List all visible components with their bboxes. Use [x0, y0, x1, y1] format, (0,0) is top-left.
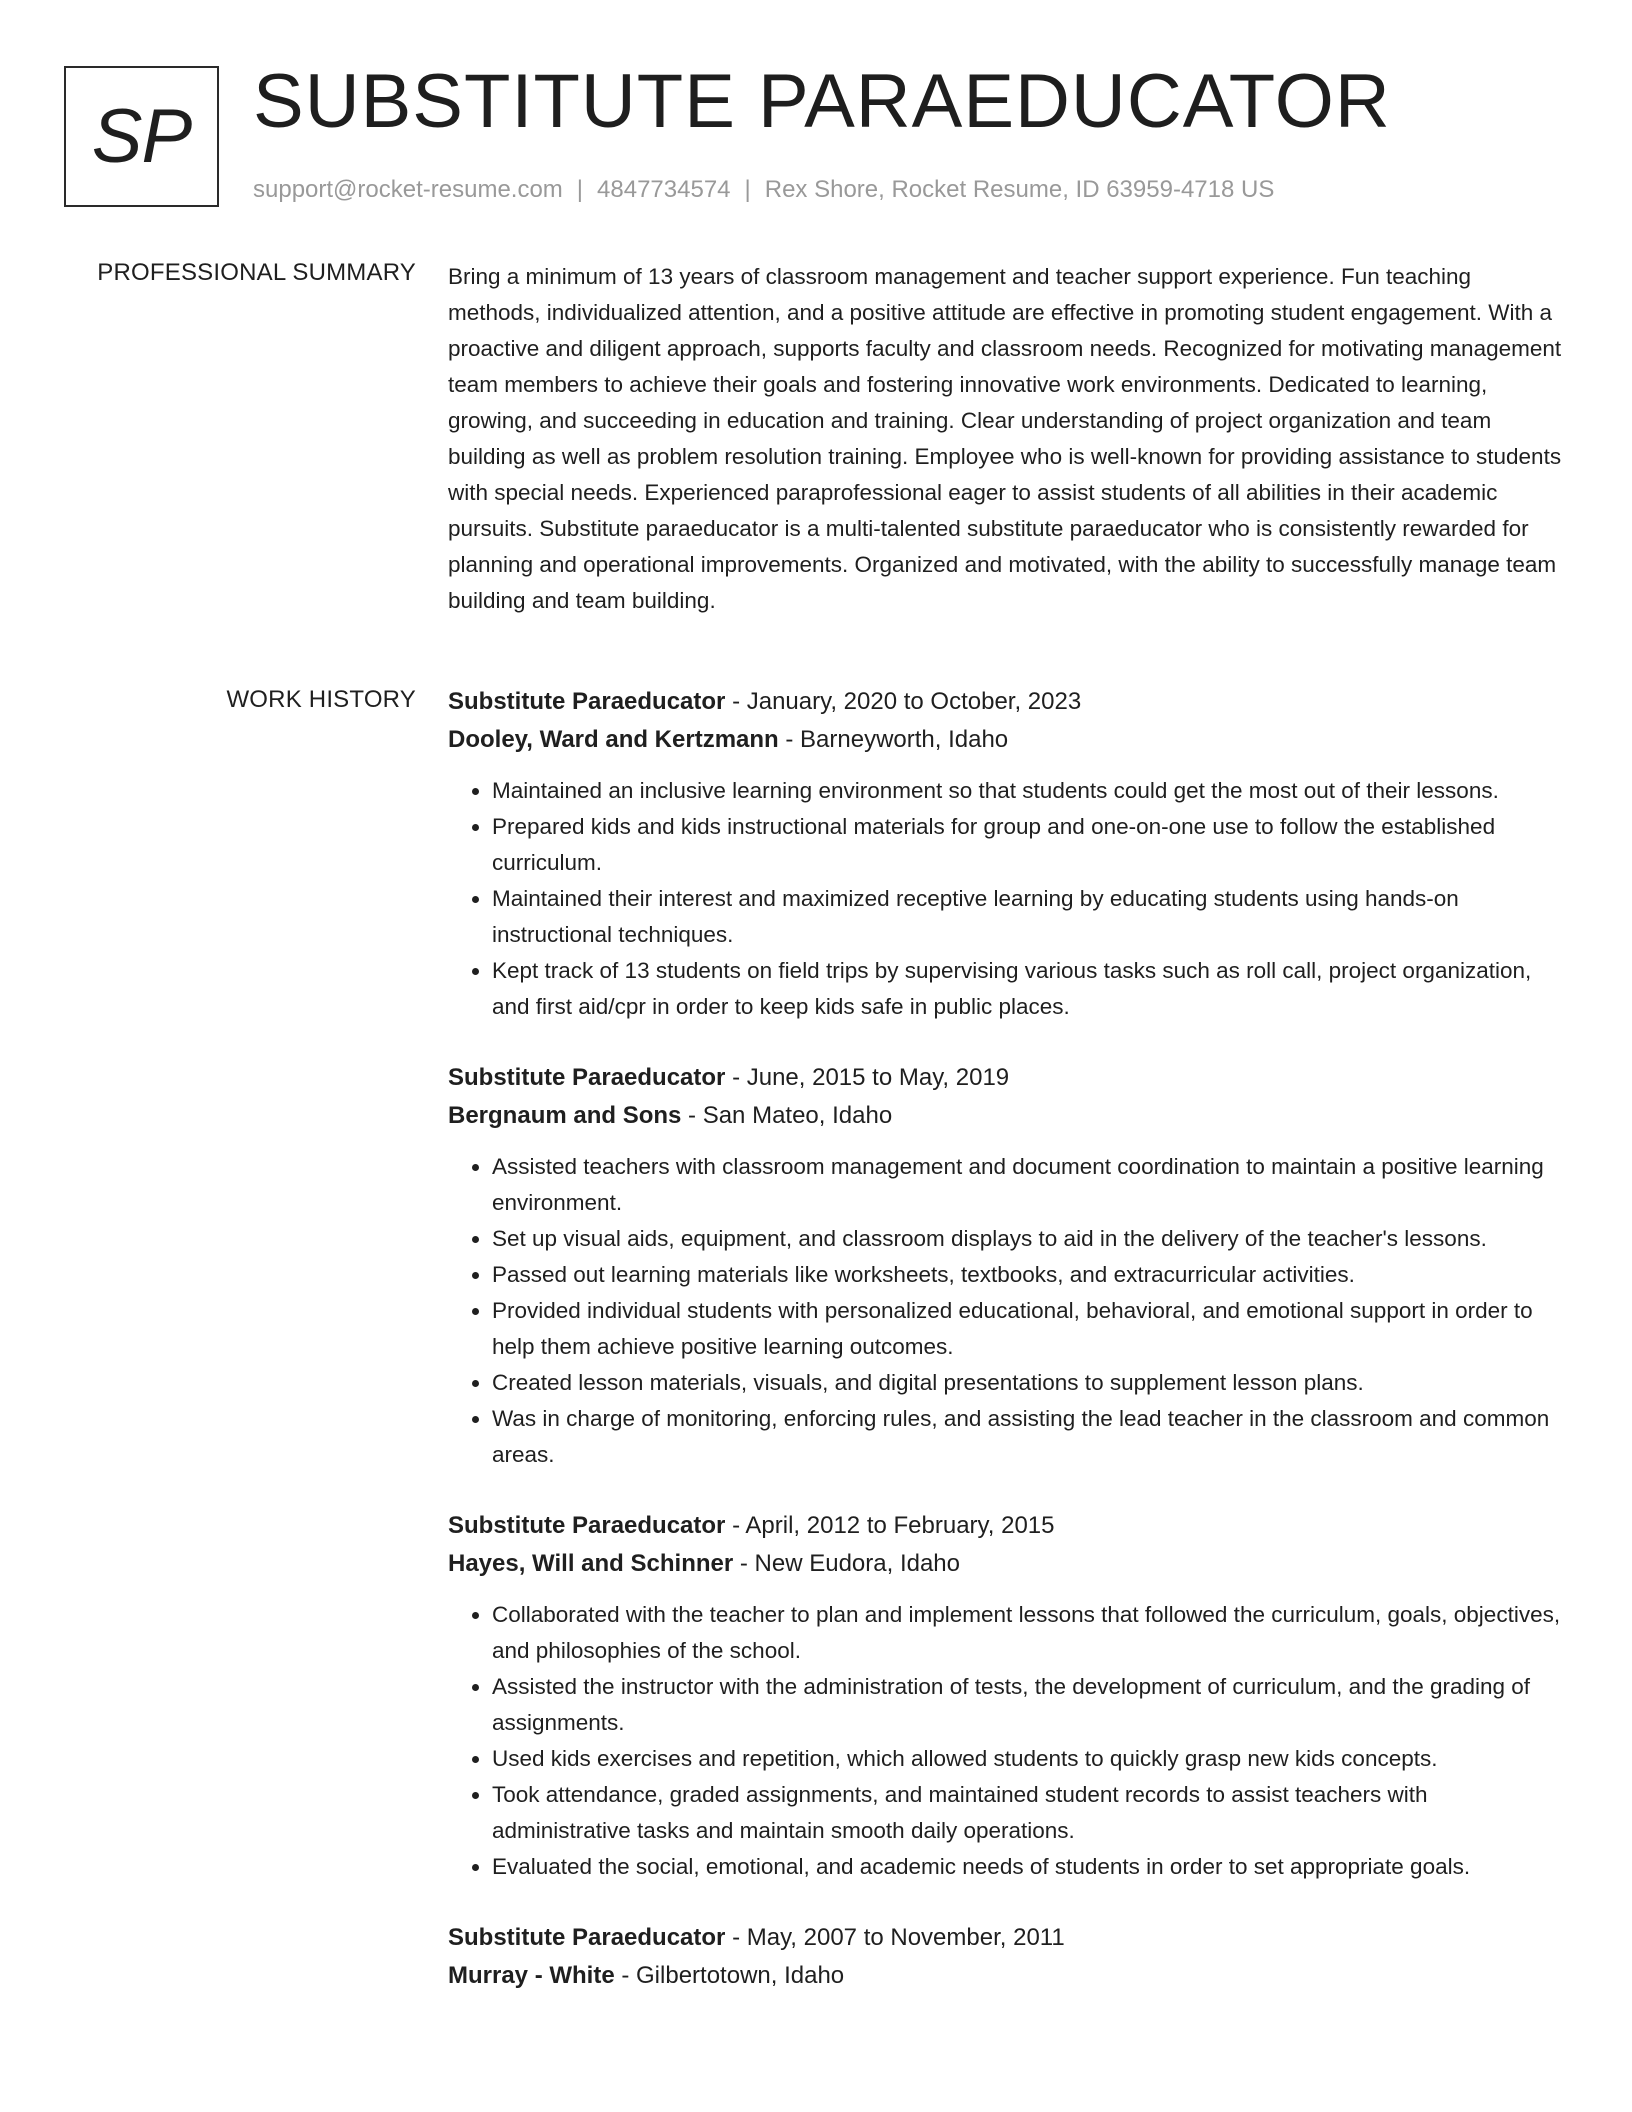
- job-company: Murray - White: [448, 1962, 615, 1989]
- contact-separator: |: [744, 176, 751, 203]
- job-title-line: [448, 1059, 1566, 1097]
- contact-phone: 4847734574: [597, 176, 731, 203]
- contact-separator: |: [576, 176, 584, 203]
- initials-text: SP: [91, 94, 192, 179]
- work-history-body: [448, 683, 1566, 2029]
- duty-item: • Prepared kids and kids instructional materials for group and one-on-one use to follow the established curriculum.: [492, 809, 1566, 881]
- job-company-line: [448, 721, 1566, 759]
- resume-name: SUBSTITUTE PARAEDUCATOR: [253, 59, 1391, 144]
- job-entry: [448, 683, 1566, 1025]
- job-location: - San Mateo, Idaho: [681, 1102, 893, 1129]
- job-entry: [448, 1059, 1566, 1473]
- duty-item: • Evaluated the social, emotional, and academic needs of students in order to set appropriate goals.: [492, 1849, 1566, 1885]
- contact-line: [253, 176, 1274, 204]
- duty-item: • Maintained an inclusive learning environment so that students could get the most out of their lessons.: [492, 773, 1566, 809]
- job-dates: - April, 2012 to February, 2015: [725, 1512, 1055, 1539]
- job-company-line: [448, 1545, 1566, 1583]
- job-duties-list: [448, 1149, 1566, 1473]
- job-location: - Gilbertotown, Idaho: [614, 1962, 845, 1989]
- job-company: Dooley, Ward and Kertzmann: [448, 726, 779, 753]
- job-title-line: [448, 1507, 1566, 1545]
- contact-address: Rex Shore, Rocket Resume, ID 63959-4718 US: [764, 176, 1275, 203]
- duty-item: • Took attendance, graded assignments, and maintained student records to assist teachers with administrative tasks and maintain smooth daily operations.: [492, 1777, 1566, 1849]
- job-duties-list: [448, 773, 1566, 1025]
- job-entry: [448, 1919, 1566, 1995]
- job-duties-list: [448, 1597, 1566, 1885]
- job-company: Hayes, Will and Schinner: [448, 1550, 734, 1577]
- job-title-line: [448, 1919, 1566, 1957]
- duty-item: • Maintained their interest and maximized receptive learning by educating students using hands-on instructional techniques.: [492, 881, 1566, 953]
- duty-item: • Kept track of 13 students on field trips by supervising various tasks such as roll call, project organization, and first aid/cpr in order to keep kids safe in public places.: [492, 953, 1566, 1025]
- job-title: Substitute Paraeducator: [448, 1924, 726, 1951]
- job-title: Substitute Paraeducator: [448, 1512, 726, 1539]
- job-dates: - June, 2015 to May, 2019: [725, 1064, 1010, 1091]
- duty-item: • Created lesson materials, visuals, and digital presentations to supplement lesson plans.: [492, 1365, 1566, 1401]
- duty-item: • Was in charge of monitoring, enforcing rules, and assisting the lead teacher in the classroom and common areas.: [492, 1401, 1566, 1473]
- initials-monogram: [64, 66, 219, 207]
- job-title-line: [448, 683, 1566, 721]
- job-title: Substitute Paraeducator: [448, 688, 726, 715]
- duty-item: • Assisted the instructor with the administration of tests, the development of curriculum, and the grading of assignments.: [492, 1669, 1566, 1741]
- job-company: Bergnaum and Sons: [448, 1102, 682, 1129]
- duty-item: • Collaborated with the teacher to plan and implement lessons that followed the curriculum, goals, objectives, and philosophies of the school.: [492, 1597, 1566, 1669]
- job-title: Substitute Paraeducator: [448, 1064, 726, 1091]
- duty-item: • Passed out learning materials like worksheets, textbooks, and extracurricular activities.: [492, 1257, 1566, 1293]
- duty-item: • Provided individual students with personalized educational, behavioral, and emotional support in order to help them achieve positive learning outcomes.: [492, 1293, 1566, 1365]
- summary-text: Bring a minimum of 13 years of classroom management and teacher support experience. Fun teaching methods, individualized attention, and a positive attitude are effective in promoting student engagement. With a proactive and diligent approach, supports faculty and classroom needs. Recognized for motivating management team members to achieve their goals and fostering innovative work environments. Dedicated to learning, growing, and succeeding in education and training. Clear understanding of project organization and team building as well as problem resolution training. Employee who is well-known for providing assistance to students with special needs. Experienced paraprofessional eager to assist students of all abilities in their academic pursuits. Substitute paraeducator is a multi-talented substitute paraeducator who is consistently rewarded for planning and operational improvements. Organized and motivated, with the ability to successfully manage team building and team building.: [448, 264, 1562, 613]
- duty-item: • Set up visual aids, equipment, and classroom displays to aid in the delivery of the teacher's lessons.: [492, 1221, 1566, 1257]
- job-entry: [448, 1507, 1566, 1885]
- job-company-line: [448, 1957, 1566, 1995]
- duty-item: • Used kids exercises and repetition, which allowed students to quickly grasp new kids concepts.: [492, 1741, 1566, 1777]
- duty-item: • Assisted teachers with classroom management and document coordination to maintain a positive learning environment.: [492, 1149, 1566, 1221]
- job-dates: - January, 2020 to October, 2023: [725, 688, 1082, 715]
- job-location: - New Eudora, Idaho: [733, 1550, 960, 1577]
- work-history-heading: WORK HISTORY: [226, 686, 416, 713]
- job-location: - Barneyworth, Idaho: [778, 726, 1009, 753]
- summary-heading: PROFESSIONAL SUMMARY: [97, 259, 416, 286]
- job-dates: - May, 2007 to November, 2011: [725, 1924, 1065, 1951]
- contact-email: support@rocket-resume.com: [253, 176, 563, 203]
- job-company-line: [448, 1097, 1566, 1135]
